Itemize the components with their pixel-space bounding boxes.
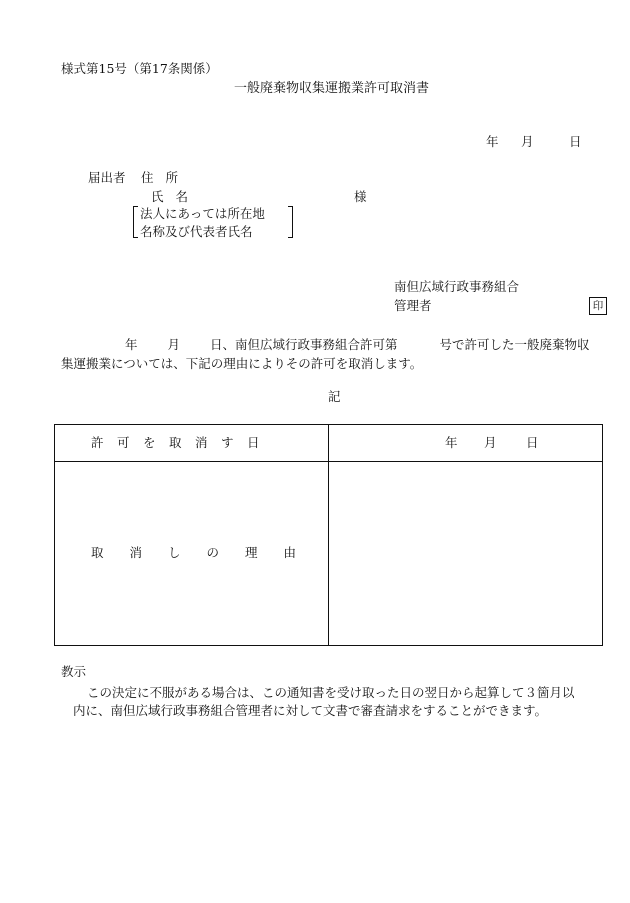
notice-line1: この決定に不服がある場合は、この通知書を受け取った日の翌日から起算して３箇月以 <box>87 685 575 700</box>
revocation-date-year: 年 <box>445 435 458 450</box>
left-bracket <box>133 206 138 238</box>
body-number-text: 号で許可した一般廃棄物収 <box>439 337 590 352</box>
revocation-reason-label: 取消しの理由 <box>91 545 323 560</box>
table-column-divider <box>328 425 329 645</box>
ki-heading: 記 <box>328 389 341 404</box>
body-line2: 集運搬業については、下記の理由によりその許可を取消します。 <box>61 356 423 371</box>
name-label: 氏名 <box>151 189 201 204</box>
honorific-sama: 様 <box>354 189 367 204</box>
issuer-organization: 南但広域行政事務組合 <box>394 279 520 294</box>
address-label: 住所 <box>141 170 191 185</box>
date-year-label: 年 <box>486 134 499 149</box>
revocation-date-label: 許可を取消す日 <box>91 435 274 450</box>
date-day-label: 日 <box>569 134 582 149</box>
date-month-label: 月 <box>521 134 534 149</box>
body-day-text: 日、南但広域行政事務組合許可第 <box>210 337 398 352</box>
notice-text <box>61 684 616 720</box>
document-title: 一般廃棄物収集運搬業許可取消書 <box>234 81 430 96</box>
issuer-role: 管理者 <box>394 298 432 313</box>
revocation-date-day: 日 <box>526 435 539 450</box>
notice-title: 教示 <box>61 664 87 679</box>
seal-stamp: 印 <box>589 297 607 315</box>
body-month: 月 <box>167 337 181 352</box>
table-row-divider <box>55 461 602 462</box>
corporate-note-line1: 法人にあっては所在地 <box>140 206 265 221</box>
notice-line2: 内に、南但広域行政事務組合管理者に対して文書で審査請求をすることができます。 <box>73 703 548 718</box>
body-year: 年 <box>125 337 138 352</box>
form-number: 様式第15号（第17条関係） <box>61 61 218 76</box>
notifier-label: 届出者 <box>88 170 126 185</box>
revocation-date-month: 月 <box>484 435 497 450</box>
corporate-note-line2: 名称及び代表者氏名 <box>140 224 253 239</box>
right-bracket <box>288 206 293 238</box>
body-paragraph <box>61 335 611 373</box>
revocation-table <box>54 424 603 646</box>
